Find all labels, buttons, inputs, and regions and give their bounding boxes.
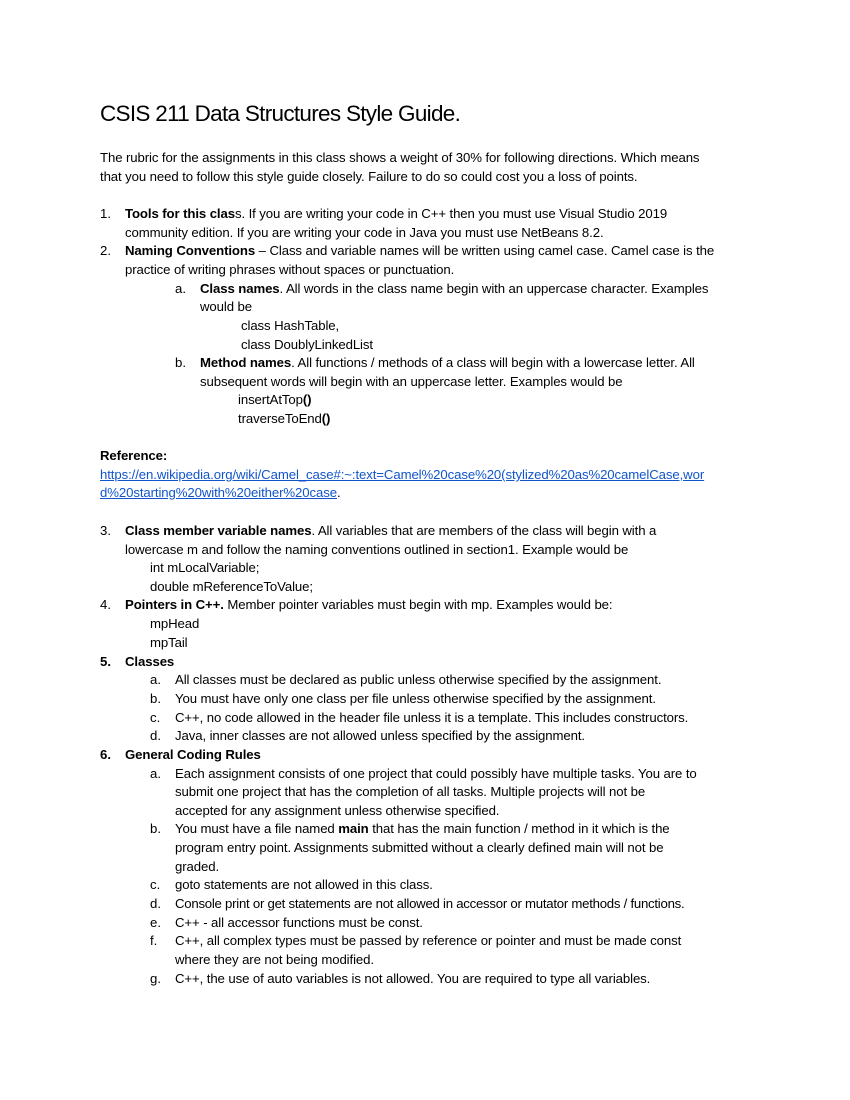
section-6f-marker: f. <box>150 933 158 948</box>
reference-label <box>100 447 167 466</box>
section-5-heading-text: Classes <box>125 654 175 669</box>
method-names-heading: Method names <box>200 355 292 370</box>
section-6-number-text: 6. <box>100 747 111 762</box>
section-2-heading: Naming Conventions <box>125 243 256 258</box>
method-example-1-parens: () <box>302 392 312 407</box>
section-5c-marker: c. <box>150 710 161 725</box>
section-3-heading: Class member variable names <box>125 523 312 538</box>
method-example-1-name: insertAtTop <box>238 392 303 407</box>
section-2a-line-1 <box>200 280 708 299</box>
section-3-text: . All variables that are members of the class will begin with a <box>311 523 657 538</box>
section-6b-pre: You must have a file named <box>175 821 339 836</box>
section-4-text: Member pointer variables must begin with mp. Examples would be: <box>223 597 613 612</box>
section-6g-text: C++, the use of auto variables is not allowed. You are required to type all variables. <box>175 971 651 986</box>
section-4-heading: Pointers in C++. <box>125 597 224 612</box>
section-5b-text: You must have only one class per file unless otherwise specified by the assignment. <box>175 691 656 706</box>
section-6b-line-1 <box>175 820 670 839</box>
section-2b-line-2: subsequent words will begin with an uppercase letter. Examples would be <box>200 374 623 389</box>
reference-link-line-2 <box>100 484 341 503</box>
section-5c-text: C++, no code allowed in the header file unless it is a template. This includes constructors. <box>175 710 689 725</box>
section-6-heading-text: General Coding Rules <box>125 747 261 762</box>
reference-link-part-1[interactable]: https://en.wikipedia.org/wiki/Camel_case#:~:text=Camel%20case%20(stylized%20as%20camelCase,wor <box>100 467 705 482</box>
section-6e-text: C++ - all accessor functions must be const. <box>175 915 423 930</box>
section-6a-line-3: accepted for any assignment unless otherwise specified. <box>175 803 500 818</box>
class-names-heading: Class names <box>200 281 280 296</box>
pointer-example-1: mpHead <box>150 616 200 631</box>
method-example-2 <box>238 410 330 429</box>
section-6b-line-3: graded. <box>175 859 220 874</box>
method-example-1 <box>238 391 311 410</box>
class-example-1: class HashTable, <box>241 318 340 333</box>
document-title: CSIS 211 Data Structures Style Guide. <box>100 101 461 126</box>
section-6d-marker: d. <box>150 896 161 911</box>
section-3-number: 3. <box>100 523 111 538</box>
section-2-number: 2. <box>100 243 111 258</box>
reference-link-line-1 <box>100 466 704 485</box>
section-6-number <box>100 746 111 765</box>
section-5d-text: Java, inner classes are not allowed unless specified by the assignment. <box>175 728 586 743</box>
section-2a-line-2: would be <box>200 299 252 314</box>
class-names-text: . All words in the class name begin with an uppercase character. Examples <box>279 281 709 296</box>
section-1-number: 1. <box>100 206 111 221</box>
reference-period: . <box>336 485 341 500</box>
section-4-line-1 <box>125 596 612 615</box>
section-5d-marker: d. <box>150 728 161 743</box>
section-6b-post: that has the main function / method in it which is the <box>368 821 670 836</box>
section-1-line-2: community edition. If you are writing your code in Java you must use NetBeans 8.2. <box>125 225 604 240</box>
section-2b-line-1 <box>200 354 695 373</box>
section-6c-text: goto statements are not allowed in this class. <box>175 877 433 892</box>
section-1-heading: Tools for this clas <box>125 206 235 221</box>
section-6a-marker: a. <box>150 766 161 781</box>
section-6d-text: Console print or get statements are not allowed in accessor or mutator methods / functions. <box>175 896 685 911</box>
method-names-text: . All functions / methods of a class will begin with a lowercase letter. All <box>291 355 695 370</box>
section-6-heading <box>125 746 261 765</box>
intro-line-1: The rubric for the assignments in this class shows a weight of 30% for following directions. Which means <box>100 150 700 165</box>
section-6a-line-1: Each assignment consists of one project that could possibly have multiple tasks. You are to <box>175 766 697 781</box>
section-6a-line-2: submit one project that has the completion of all tasks. Multiple projects will not be <box>175 784 646 799</box>
section-6b-marker: b. <box>150 821 161 836</box>
pointer-example-2: mpTail <box>150 635 188 650</box>
reference-link-part-2[interactable]: d%20starting%20with%20either%20case <box>100 485 337 500</box>
section-5a-text: All classes must be declared as public unless otherwise specified by the assignment. <box>175 672 662 687</box>
section-5a-marker: a. <box>150 672 161 687</box>
main-keyword: main <box>338 821 369 836</box>
method-example-2-parens: () <box>321 411 331 426</box>
reference-label-text: Reference: <box>100 448 168 463</box>
section-3-line-1 <box>125 522 656 541</box>
member-example-1: int mLocalVariable; <box>150 560 260 575</box>
class-example-2: class DoublyLinkedList <box>241 337 373 352</box>
section-2-line-1 <box>125 242 714 261</box>
method-example-2-name: traverseToEnd <box>238 411 322 426</box>
member-example-2: double mReferenceToValue; <box>150 579 313 594</box>
section-3-line-2: lowercase m and follow the naming conventions outlined in section1. Example would be <box>125 542 629 557</box>
section-2-text: – Class and variable names will be written using camel case. Camel case is the <box>255 243 715 258</box>
section-6g-marker: g. <box>150 971 161 986</box>
section-2a-marker: a. <box>175 281 186 296</box>
section-6f-line-1: C++, all complex types must be passed by reference or pointer and must be made const <box>175 933 682 948</box>
section-2b-marker: b. <box>175 355 186 370</box>
section-6e-marker: e. <box>150 915 161 930</box>
section-1-line-1 <box>125 205 667 224</box>
section-5b-marker: b. <box>150 691 161 706</box>
section-6c-marker: c. <box>150 877 161 892</box>
section-6f-line-2: where they are not being modified. <box>175 952 374 967</box>
section-1-text: s. If you are writing your code in C++ then you must use Visual Studio 2019 <box>234 206 668 221</box>
section-5-number <box>100 653 111 672</box>
section-5-number-text: 5. <box>100 654 111 669</box>
intro-line-2: that you need to follow this style guide closely. Failure to do so could cost you a loss of points. <box>100 169 638 184</box>
section-4-number: 4. <box>100 597 111 612</box>
section-2-line-2: practice of writing phrases without spaces or punctuation. <box>125 262 455 277</box>
section-6b-line-2: program entry point. Assignments submitted without a clearly defined main will not be <box>175 840 664 855</box>
section-5-heading <box>125 653 174 672</box>
